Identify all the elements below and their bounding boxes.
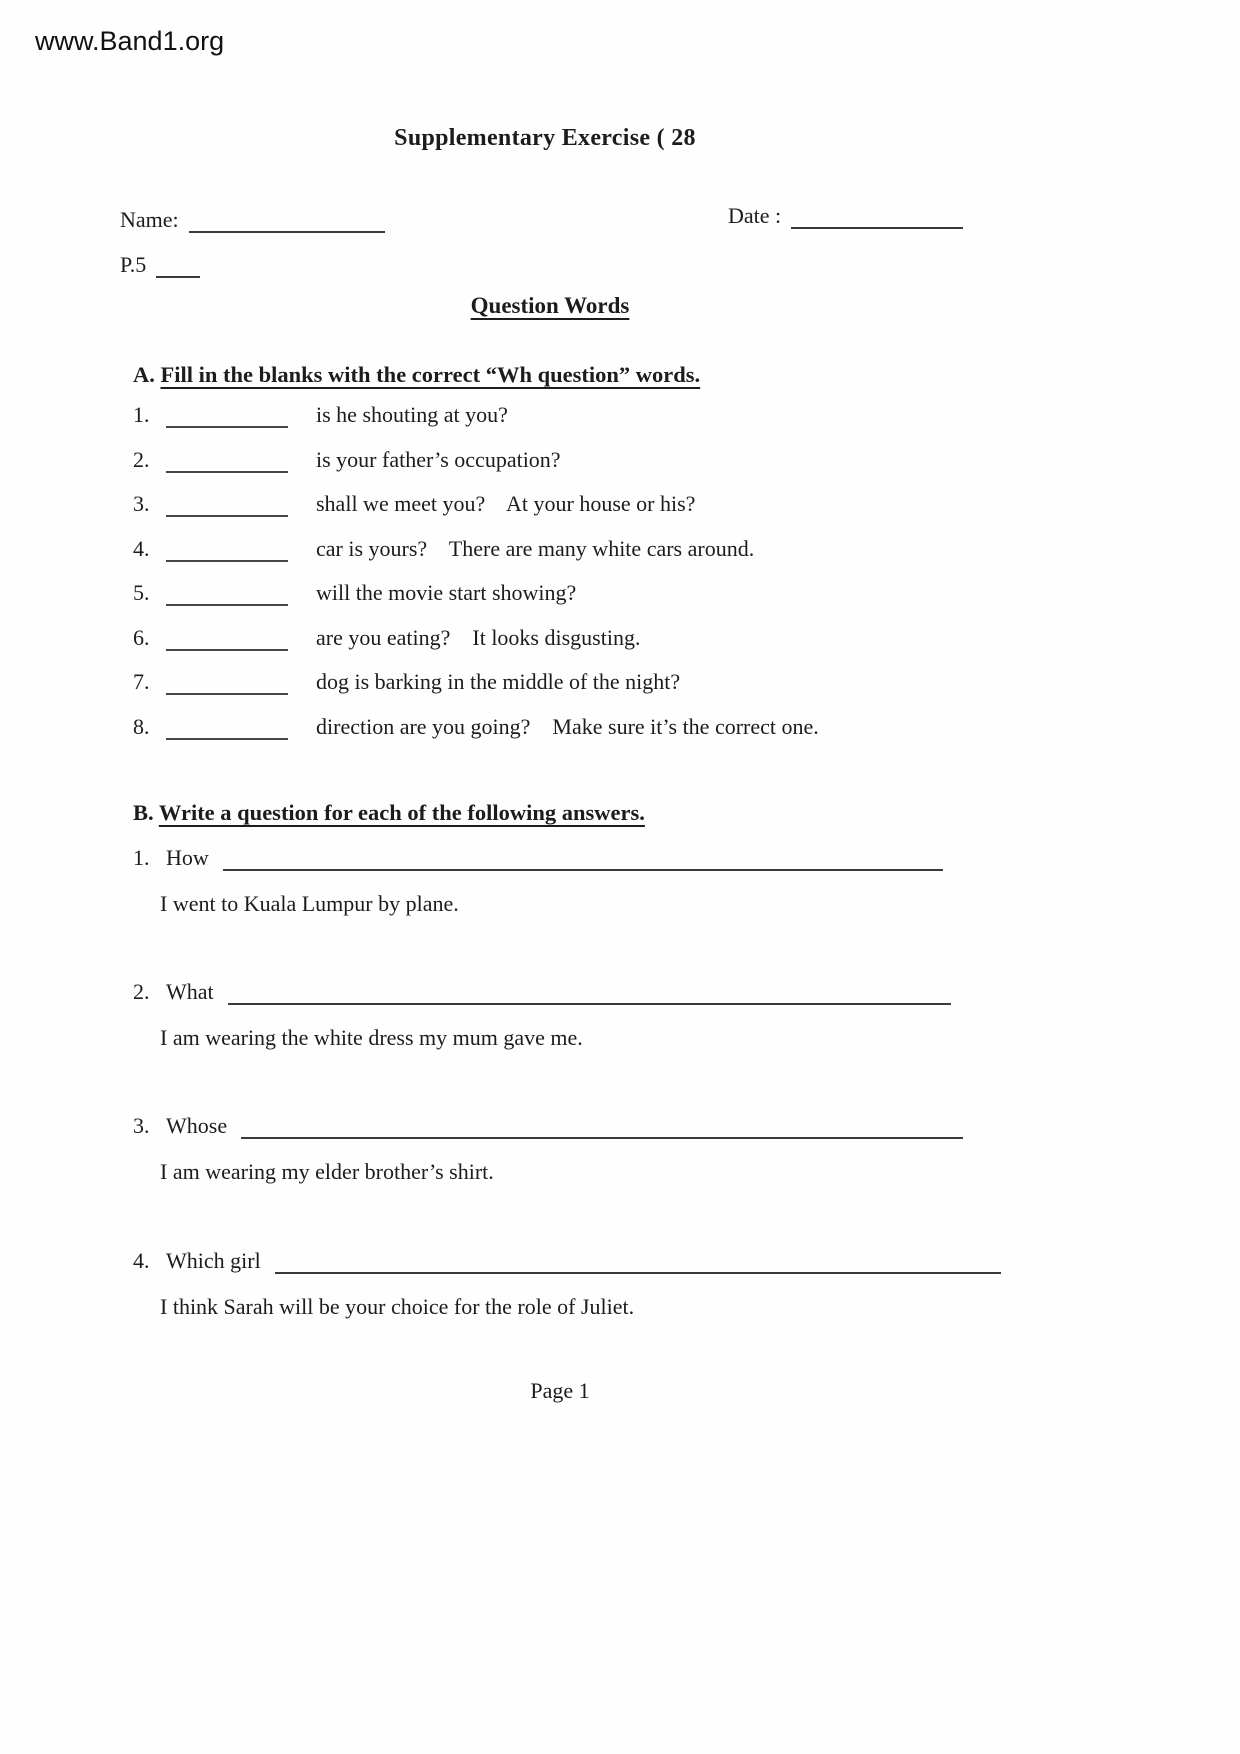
answer-blank-line — [166, 693, 288, 695]
item-number: 2. — [133, 979, 150, 1004]
name-field — [120, 207, 385, 233]
item-text: is he shouting at you? — [316, 402, 508, 427]
item-number: 5. — [133, 580, 150, 605]
item-number: 3. — [133, 491, 150, 516]
item-number: 2. — [133, 446, 150, 472]
item-number: 4. — [133, 535, 150, 561]
item-number: 1. — [133, 402, 150, 427]
page-number: Page 1 — [530, 1378, 590, 1403]
class-field — [120, 252, 200, 278]
fill-blank-item — [133, 714, 1093, 759]
answer-blank-line — [166, 515, 288, 517]
item-text: will the movie start showing? — [316, 580, 577, 605]
item-number: 4. — [133, 1248, 150, 1273]
fill-blank-item — [133, 625, 1093, 670]
date-label: Date : — [728, 203, 782, 228]
answer-sentence: I think Sarah will be your choice for the role of Juliet. — [160, 1294, 635, 1319]
write-question-item — [133, 1248, 1001, 1320]
name-label: Name: — [120, 207, 179, 232]
question-starter: Which girl — [166, 1248, 261, 1273]
date-blank-line — [791, 227, 963, 229]
question-blank-line — [241, 1137, 963, 1139]
answer-blank-line — [166, 426, 288, 428]
question-prompt-row — [133, 845, 943, 871]
site-watermark: www.Band1.org — [35, 26, 225, 56]
date-field — [728, 203, 963, 229]
question-starter: Whose — [166, 1113, 228, 1138]
section-b-title: Write a question for each of the following answers. — [158, 800, 645, 825]
question-blank-line — [223, 869, 943, 871]
write-question-item — [133, 979, 951, 1051]
write-question-item — [133, 845, 943, 917]
question-prompt-row — [133, 1248, 1001, 1274]
section-a-list — [133, 402, 1093, 758]
question-blank-line — [228, 1003, 951, 1005]
answer-sentence: I am wearing the white dress my mum gave me. — [160, 1025, 583, 1050]
item-text: car is yours? There are many white cars around. — [316, 535, 755, 561]
item-number: 3. — [133, 1113, 150, 1138]
section-b-prefix: B. — [133, 800, 154, 825]
write-question-item — [133, 1113, 963, 1185]
question-prompt-row — [133, 979, 951, 1005]
item-number: 7. — [133, 669, 150, 694]
worksheet-subtitle — [0, 293, 1100, 319]
answer-blank-line — [166, 604, 288, 606]
answer-blank-line — [166, 738, 288, 740]
class-label: P.5 — [120, 252, 147, 277]
section-b-heading — [133, 800, 645, 826]
item-text: are you eating? It looks disgusting. — [316, 624, 641, 650]
fill-blank-item — [133, 580, 1093, 625]
fill-blank-item — [133, 669, 1093, 714]
answer-sentence: I am wearing my elder brother’s shirt. — [160, 1159, 494, 1184]
section-a-prefix: A. — [133, 362, 155, 387]
item-text: is your father’s occupation? — [316, 446, 561, 472]
item-text: shall we meet you? At your house or his? — [316, 491, 696, 516]
class-blank-line — [156, 276, 200, 278]
item-number: 1. — [133, 845, 150, 870]
question-blank-line — [275, 1272, 1001, 1274]
page-title: Supplementary Exercise ( 28 — [394, 125, 696, 151]
item-number: 8. — [133, 713, 150, 739]
section-a-heading — [133, 362, 700, 388]
fill-blank-item — [133, 536, 1093, 581]
question-starter: What — [166, 979, 214, 1004]
answer-blank-line — [166, 471, 288, 473]
answer-blank-line — [166, 649, 288, 651]
fill-blank-item — [133, 402, 1093, 447]
fill-blank-item — [133, 447, 1093, 492]
item-number: 6. — [133, 624, 150, 650]
item-text: direction are you going? Make sure it’s the correct one. — [316, 713, 819, 739]
question-starter: How — [166, 845, 209, 870]
question-prompt-row — [133, 1113, 963, 1139]
answer-sentence: I went to Kuala Lumpur by plane. — [160, 891, 459, 916]
fill-blank-item — [133, 491, 1093, 536]
name-blank-line — [189, 231, 385, 233]
item-text: dog is barking in the middle of the night? — [316, 669, 681, 694]
answer-blank-line — [166, 560, 288, 562]
section-a-title: Fill in the blanks with the correct “Wh question” words. — [160, 362, 701, 387]
subtitle-text: Question Words — [470, 293, 630, 318]
